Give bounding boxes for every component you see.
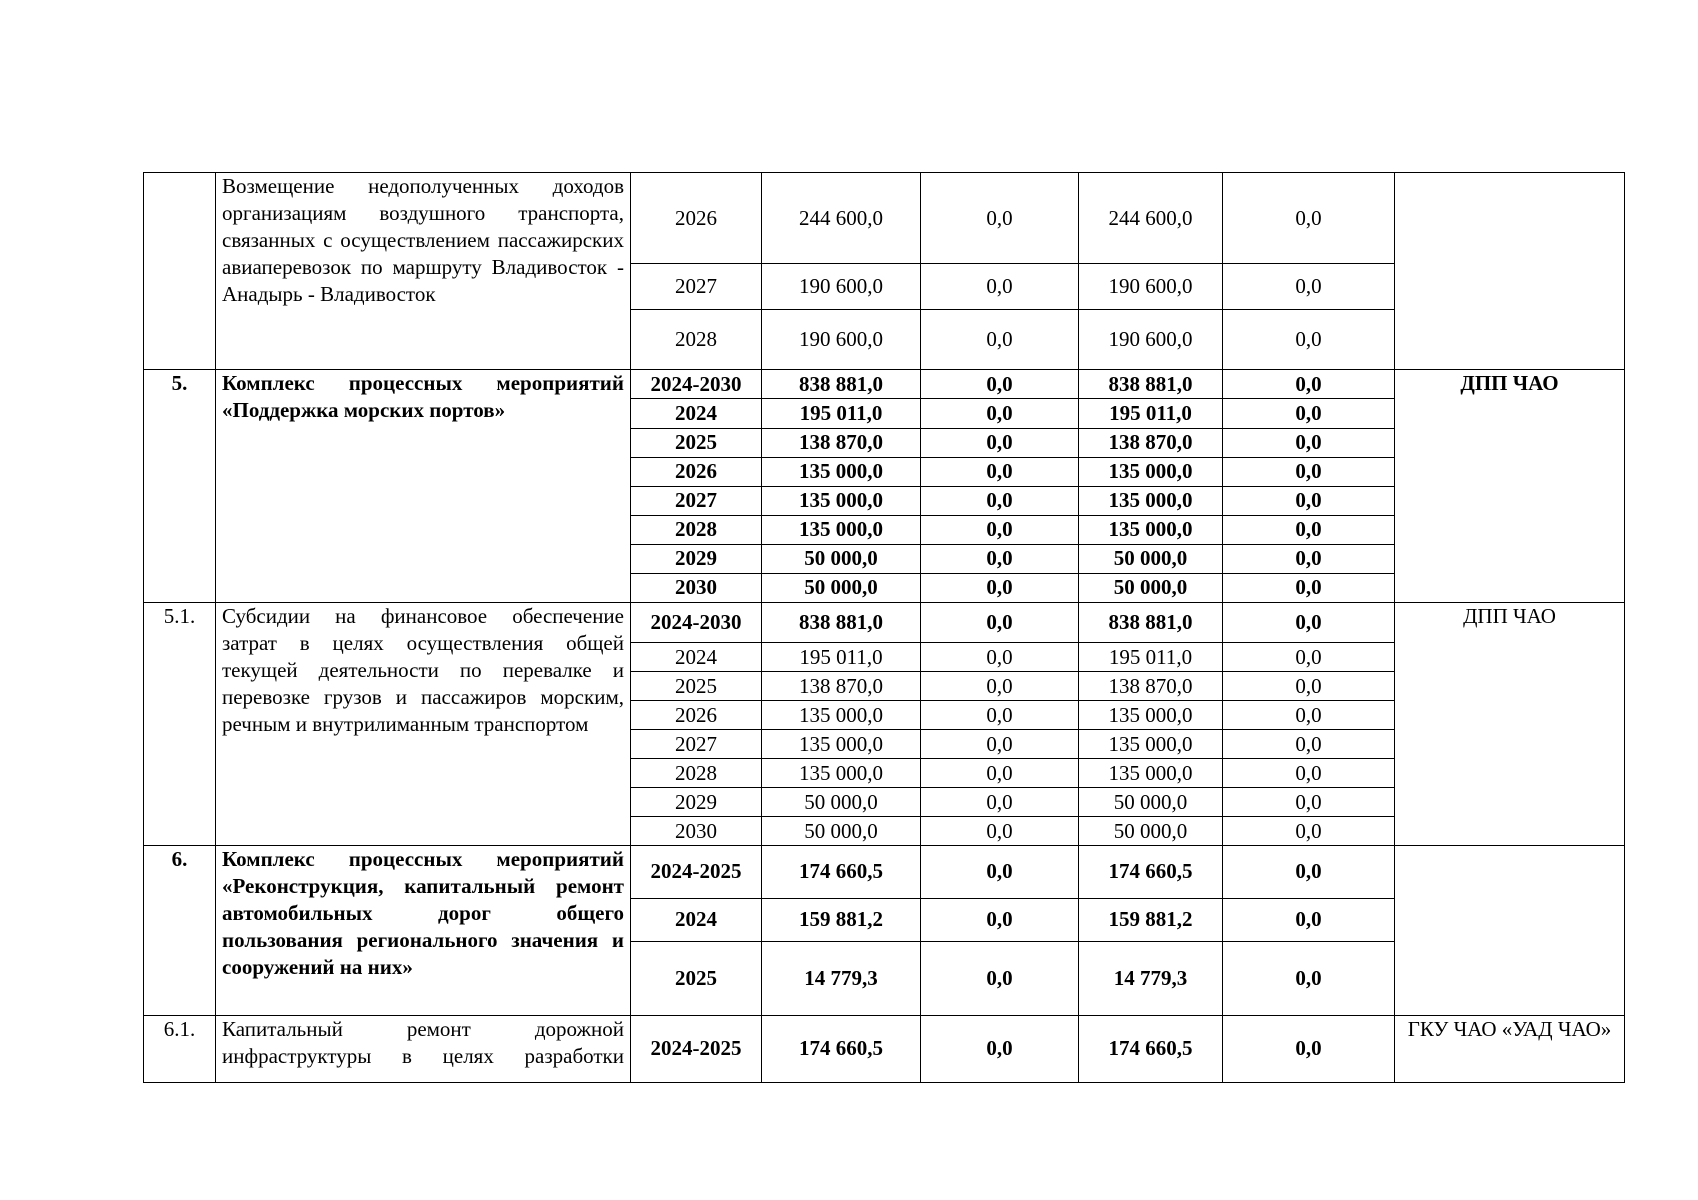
- other-cell: 0,0: [1223, 544, 1395, 573]
- table-row: [144, 846, 1625, 898]
- federal-cell: 0,0: [921, 788, 1079, 817]
- row-number: [144, 173, 216, 370]
- measure-name: Субсидии на финансовое обеспечение затрат в целях осуществления общей текущей деятельности по перевалке и перевозке грузов и пассажиров морским, речным и внутрилиманным транспортом: [216, 602, 631, 846]
- year-cell: 2030: [631, 573, 762, 602]
- year-cell: 2028: [631, 515, 762, 544]
- regional-cell: 135 000,0: [1079, 515, 1223, 544]
- executor-cell: [1395, 846, 1625, 1015]
- year-cell: 2028: [631, 310, 762, 370]
- year-cell: 2025: [631, 672, 762, 701]
- federal-cell: 0,0: [921, 310, 1079, 370]
- regional-cell: 195 011,0: [1079, 399, 1223, 428]
- federal-cell: 0,0: [921, 544, 1079, 573]
- year-cell: 2027: [631, 730, 762, 759]
- total-cell: 838 881,0: [762, 602, 921, 642]
- federal-cell: 0,0: [921, 1015, 1079, 1082]
- regional-cell: 50 000,0: [1079, 788, 1223, 817]
- total-cell: 159 881,2: [762, 898, 921, 941]
- year-cell: 2030: [631, 817, 762, 846]
- total-cell: 838 881,0: [762, 370, 921, 399]
- executor-cell: ДПП ЧАО: [1395, 370, 1625, 603]
- year-cell: 2024: [631, 399, 762, 428]
- total-cell: 174 660,5: [762, 846, 921, 898]
- year-cell: 2026: [631, 457, 762, 486]
- regional-cell: 135 000,0: [1079, 759, 1223, 788]
- federal-cell: 0,0: [921, 846, 1079, 898]
- federal-cell: 0,0: [921, 457, 1079, 486]
- total-cell: 135 000,0: [762, 759, 921, 788]
- regional-cell: 135 000,0: [1079, 457, 1223, 486]
- year-cell: 2027: [631, 486, 762, 515]
- other-cell: 0,0: [1223, 428, 1395, 457]
- federal-cell: 0,0: [921, 730, 1079, 759]
- total-cell: 135 000,0: [762, 701, 921, 730]
- other-cell: 0,0: [1223, 788, 1395, 817]
- regional-cell: 174 660,5: [1079, 846, 1223, 898]
- table-row: [144, 602, 1625, 642]
- federal-cell: 0,0: [921, 642, 1079, 671]
- total-cell: 50 000,0: [762, 573, 921, 602]
- other-cell: 0,0: [1223, 941, 1395, 1015]
- other-cell: 0,0: [1223, 602, 1395, 642]
- regional-cell: 138 870,0: [1079, 672, 1223, 701]
- regional-cell: 135 000,0: [1079, 730, 1223, 759]
- year-cell: 2024: [631, 642, 762, 671]
- row-number: 5.: [144, 370, 216, 603]
- table-row: [144, 173, 1625, 264]
- regional-cell: 190 600,0: [1079, 310, 1223, 370]
- total-cell: 195 011,0: [762, 399, 921, 428]
- other-cell: 0,0: [1223, 898, 1395, 941]
- other-cell: 0,0: [1223, 399, 1395, 428]
- federal-cell: 0,0: [921, 602, 1079, 642]
- federal-cell: 0,0: [921, 515, 1079, 544]
- row-number: 6.: [144, 846, 216, 1015]
- year-cell: 2029: [631, 544, 762, 573]
- regional-cell: 138 870,0: [1079, 428, 1223, 457]
- regional-cell: 174 660,5: [1079, 1015, 1223, 1082]
- year-cell: 2025: [631, 941, 762, 1015]
- other-cell: 0,0: [1223, 642, 1395, 671]
- year-cell: 2025: [631, 428, 762, 457]
- total-cell: 135 000,0: [762, 486, 921, 515]
- year-cell: 2024: [631, 898, 762, 941]
- federal-cell: 0,0: [921, 173, 1079, 264]
- federal-cell: 0,0: [921, 264, 1079, 310]
- other-cell: 0,0: [1223, 515, 1395, 544]
- measure-name: Комплекс процессных мероприятий «Поддержка морских портов»: [216, 370, 631, 603]
- regional-cell: 838 881,0: [1079, 602, 1223, 642]
- measure-name: Комплекс процессных мероприятий «Реконструкция, капитальный ремонт автомобильных дорог общего пользования регионального значения и сооружений на них»: [216, 846, 631, 1015]
- regional-cell: 244 600,0: [1079, 173, 1223, 264]
- federal-cell: 0,0: [921, 486, 1079, 515]
- year-cell: 2029: [631, 788, 762, 817]
- total-cell: 174 660,5: [762, 1015, 921, 1082]
- row-number: 6.1.: [144, 1015, 216, 1082]
- federal-cell: 0,0: [921, 672, 1079, 701]
- total-cell: 14 779,3: [762, 941, 921, 1015]
- regional-cell: 195 011,0: [1079, 642, 1223, 671]
- other-cell: 0,0: [1223, 817, 1395, 846]
- total-cell: 190 600,0: [762, 264, 921, 310]
- year-cell: 2024-2025: [631, 846, 762, 898]
- year-cell: 2026: [631, 701, 762, 730]
- regional-cell: 50 000,0: [1079, 817, 1223, 846]
- measure-name: Возмещение недополученных доходов организациям воздушного транспорта, связанных с осуществлением пассажирских авиаперевозок по маршруту Владивосток - Анадырь - Владивосток: [216, 173, 631, 370]
- budget-table: [143, 172, 1625, 1083]
- regional-cell: 14 779,3: [1079, 941, 1223, 1015]
- total-cell: 50 000,0: [762, 817, 921, 846]
- executor-cell: ГКУ ЧАО «УАД ЧАО»: [1395, 1015, 1625, 1082]
- federal-cell: 0,0: [921, 941, 1079, 1015]
- executor-cell: [1395, 173, 1625, 370]
- row-number: 5.1.: [144, 602, 216, 846]
- other-cell: 0,0: [1223, 370, 1395, 399]
- total-cell: 138 870,0: [762, 428, 921, 457]
- regional-cell: 50 000,0: [1079, 544, 1223, 573]
- total-cell: 190 600,0: [762, 310, 921, 370]
- year-cell: 2024-2025: [631, 1015, 762, 1082]
- year-cell: 2024-2030: [631, 370, 762, 399]
- federal-cell: 0,0: [921, 898, 1079, 941]
- total-cell: 195 011,0: [762, 642, 921, 671]
- other-cell: 0,0: [1223, 730, 1395, 759]
- federal-cell: 0,0: [921, 759, 1079, 788]
- regional-cell: 50 000,0: [1079, 573, 1223, 602]
- year-cell: 2028: [631, 759, 762, 788]
- other-cell: 0,0: [1223, 310, 1395, 370]
- other-cell: 0,0: [1223, 759, 1395, 788]
- regional-cell: 159 881,2: [1079, 898, 1223, 941]
- other-cell: 0,0: [1223, 672, 1395, 701]
- regional-cell: 838 881,0: [1079, 370, 1223, 399]
- other-cell: 0,0: [1223, 846, 1395, 898]
- total-cell: 135 000,0: [762, 730, 921, 759]
- federal-cell: 0,0: [921, 701, 1079, 730]
- regional-cell: 135 000,0: [1079, 701, 1223, 730]
- table-row: [144, 370, 1625, 399]
- other-cell: 0,0: [1223, 264, 1395, 310]
- total-cell: 50 000,0: [762, 788, 921, 817]
- federal-cell: 0,0: [921, 370, 1079, 399]
- table-row: [144, 1015, 1625, 1082]
- year-cell: 2024-2030: [631, 602, 762, 642]
- year-cell: 2026: [631, 173, 762, 264]
- total-cell: 135 000,0: [762, 457, 921, 486]
- total-cell: 138 870,0: [762, 672, 921, 701]
- other-cell: 0,0: [1223, 173, 1395, 264]
- federal-cell: 0,0: [921, 817, 1079, 846]
- total-cell: 50 000,0: [762, 544, 921, 573]
- other-cell: 0,0: [1223, 457, 1395, 486]
- total-cell: 244 600,0: [762, 173, 921, 264]
- other-cell: 0,0: [1223, 701, 1395, 730]
- total-cell: 135 000,0: [762, 515, 921, 544]
- measure-name: Капитальный ремонт дорожной инфраструктуры в целях разработки: [216, 1015, 631, 1082]
- federal-cell: 0,0: [921, 573, 1079, 602]
- federal-cell: 0,0: [921, 399, 1079, 428]
- other-cell: 0,0: [1223, 486, 1395, 515]
- other-cell: 0,0: [1223, 573, 1395, 602]
- year-cell: 2027: [631, 264, 762, 310]
- executor-cell: ДПП ЧАО: [1395, 602, 1625, 846]
- federal-cell: 0,0: [921, 428, 1079, 457]
- regional-cell: 135 000,0: [1079, 486, 1223, 515]
- other-cell: 0,0: [1223, 1015, 1395, 1082]
- regional-cell: 190 600,0: [1079, 264, 1223, 310]
